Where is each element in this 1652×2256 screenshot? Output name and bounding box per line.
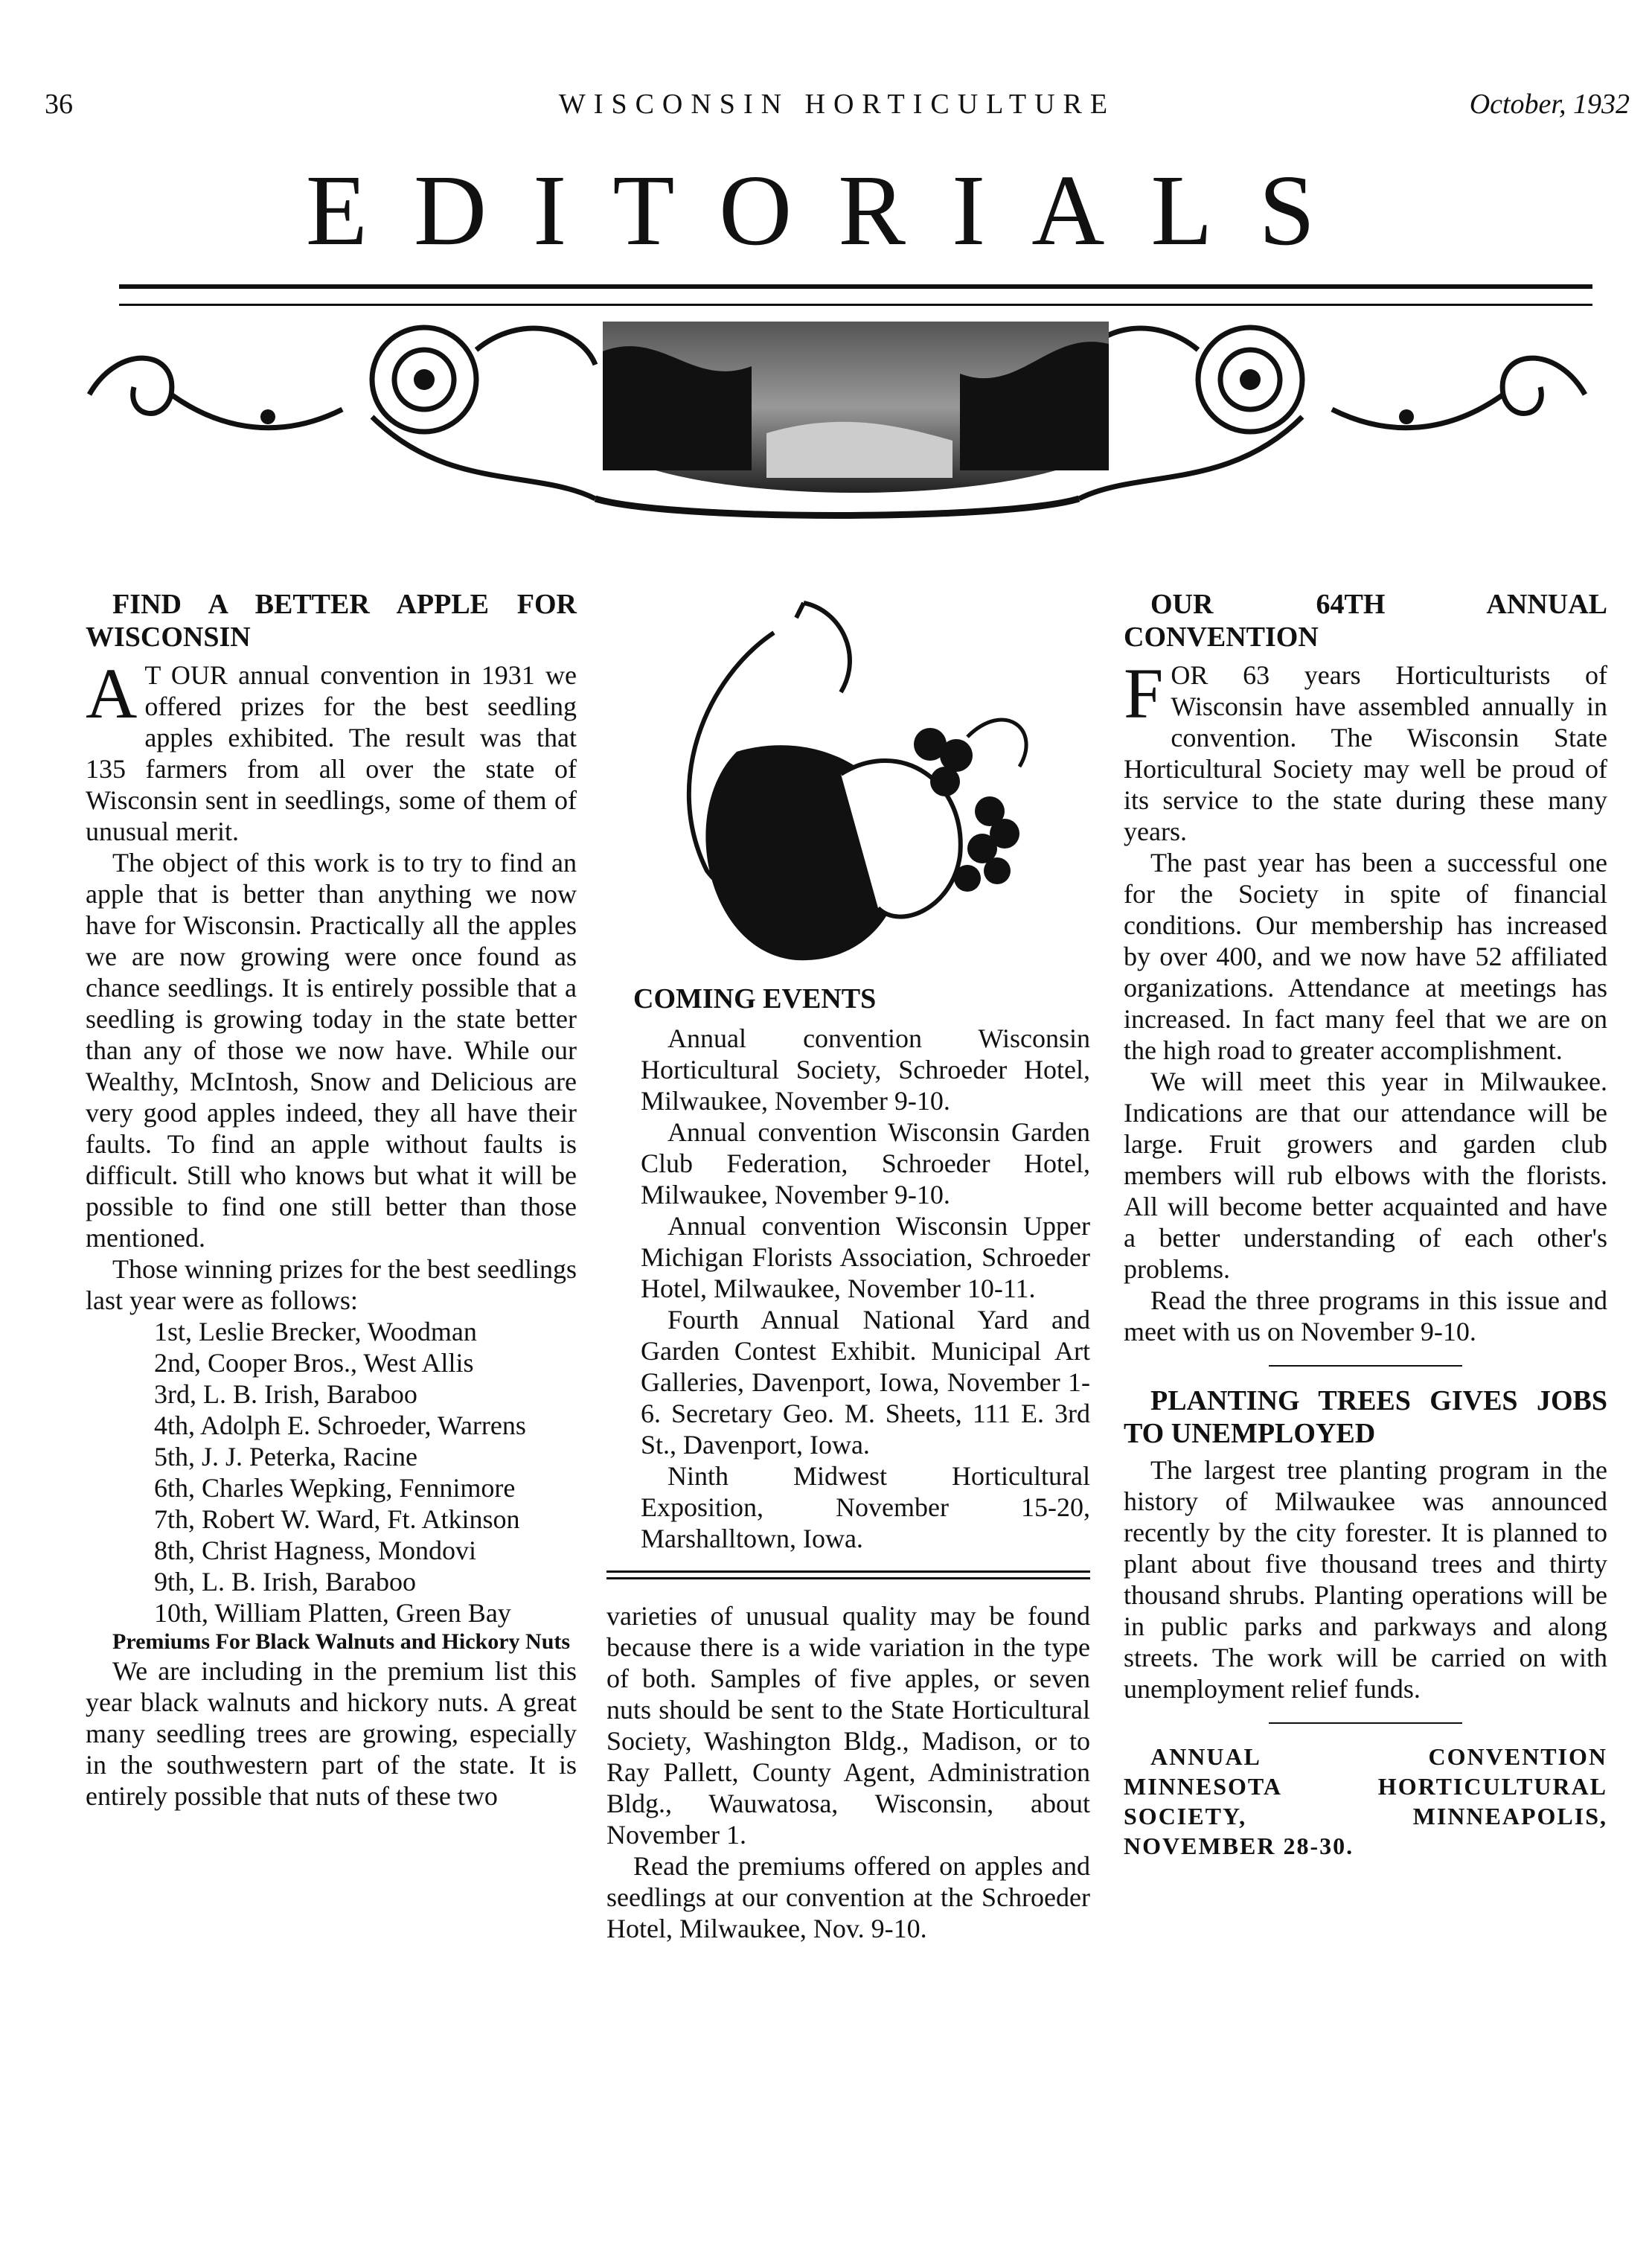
article-heading: PLANTING TREES GIVES JOBS TO UNEMPLOYED xyxy=(1124,1385,1607,1449)
winner-item: 9th, L. B. Irish, Baraboo xyxy=(154,1567,416,1597)
winner-item: 1st, Leslie Brecker, Woodman xyxy=(154,1317,477,1346)
divider xyxy=(1269,1722,1462,1724)
event-item: Ninth Midwest Horticultural Exposition, November 15-20, Marshalltown, Iowa. xyxy=(641,1461,1090,1553)
article-lead-paragraph xyxy=(1124,654,1607,847)
event-item: Annual convention Wisconsin Garden Club Federation, Schroeder Hotel, Milwaukee, November 9-10. xyxy=(641,1117,1090,1210)
events-list xyxy=(606,1023,1090,1554)
paragraph: We will meet this year in Milwaukee. Indications are that our attendance will be large. Fruit growers and garden club members will rub elbows with the florists. All will become better acquainted and have a better understanding of each other's problems. xyxy=(1124,1067,1607,1284)
right-column xyxy=(1124,588,1607,1861)
continued-paragraph: varieties of unusual quality may be found because there is a wide variation in the type of both. Samples of five apples, or seven nuts should be sent to the State Horticultural Society, Washington Bldg., Madison, or to Ray Pallett, County Agent, Administration Bldg., Wauwatosa, Wisconsin, about November 1. xyxy=(606,1601,1090,1850)
paragraph: Those winning prizes for the best seedlings last year were as follows: xyxy=(86,1254,577,1315)
paragraph: We are including in the premium list this year black walnuts and hickory nuts. A great many seedling trees are growing, especially in the southwestern part of the state. It is entirely possible that nuts of these two xyxy=(86,1656,577,1811)
winners-list xyxy=(86,1316,577,1629)
winner-item: 2nd, Cooper Bros., West Allis xyxy=(154,1348,474,1378)
lead-text: OR 63 years Horticulturists of Wisconsin have assembled annually in convention. The Wisconsin State Horticultural Society may well be proud of its service to the state during these many years. xyxy=(1124,660,1607,846)
event-item: Annual convention Wisconsin Horticultural Society, Schroeder Hotel, Milwaukee, November 9-10. xyxy=(641,1023,1090,1116)
middle-column xyxy=(606,982,1090,1944)
paragraph: The object of this work is to try to find an apple that is better than anything we now have for Wisconsin. Practically all the apples we are now growing were once found as chance seedlings. It is entirely possible that a seedling is growing today in the state better than any of those we now have. While our Wealthy, McIntosh, Snow and Delicious are very good apples indeed, they all have their faults. To find an apple without faults is difficult. Still who knows but what it will be possible to find one still better than those mentioned. xyxy=(86,848,577,1253)
article-heading: OUR 64TH ANNUAL CONVENTION xyxy=(1124,589,1607,653)
paragraph: The largest tree planting program in the history of Milwaukee was announced recently by the city forester. It is planned to plant about five thousand trees and thirty thousand shrubs. Planting operations will be in public parks and parkways and along streets. The work will be carried on with unemployment relief funds. xyxy=(1124,1455,1607,1704)
drop-cap: F xyxy=(1124,654,1164,733)
drop-cap: A xyxy=(86,654,138,733)
winner-item: 8th, Christ Hagness, Mondovi xyxy=(154,1536,477,1565)
winner-item: 5th, J. J. Peterka, Racine xyxy=(154,1442,417,1471)
winner-item: 3rd, L. B. Irish, Baraboo xyxy=(154,1379,417,1409)
running-head xyxy=(45,88,1630,132)
subheading: Premiums For Black Walnuts and Hickory Nuts xyxy=(112,1629,571,1654)
event-item: Fourth Annual National Yard and Garden Contest Exhibit. Municipal Art Galleries, Davenport, Iowa, November 1-6. Secretary Geo. M. Sheets, 111 E. 3rd St., Davenport, Iowa. xyxy=(641,1305,1090,1460)
fruit-illustration xyxy=(618,588,1064,968)
page-number: 36 xyxy=(45,89,73,120)
winner-item: 7th, Robert W. Ward, Ft. Atkinson xyxy=(154,1504,520,1534)
paragraph: Read the three programs in this issue and meet with us on November 9-10. xyxy=(1124,1285,1607,1346)
issue-date: October, 1932 xyxy=(1469,89,1630,120)
left-column xyxy=(86,588,577,1812)
section-title: EDITORIALS xyxy=(305,155,1362,266)
paragraph: The past year has been a successful one for the Society in spite of financial conditions. Our membership has increased by over 400, and we now have 52 affiliated organizations. Attendance at meetings has increased. In fact many feel that we are on the high road to greater accomplishment. xyxy=(1124,848,1607,1065)
divider xyxy=(1269,1365,1462,1367)
event-item: Annual convention Wisconsin Upper Michigan Florists Association, Schroeder Hotel, Milwaukee, November 10-11. xyxy=(641,1211,1090,1303)
winner-item: 10th, William Platten, Green Bay xyxy=(154,1598,511,1628)
winner-item: 6th, Charles Wepking, Fennimore xyxy=(154,1473,516,1503)
article-heading: FIND A BETTER APPLE FOR WISCONSIN xyxy=(86,589,577,653)
coming-events-heading: COMING EVENTS xyxy=(633,983,877,1014)
double-rule xyxy=(606,1570,1090,1579)
landscape-photo xyxy=(603,322,1109,508)
article-lead-paragraph xyxy=(86,654,577,847)
paragraph: Read the premiums offered on apples and seedlings at our convention at the Schroeder Hotel, Milwaukee, Nov. 9-10. xyxy=(606,1851,1090,1943)
winner-item: 4th, Adolph E. Schroeder, Warrens xyxy=(154,1410,526,1440)
lead-text: T OUR annual convention in 1931 we offered prizes for the best seedling apples exhibited. The result was that 135 farmers from all over the state of Wisconsin sent in seedlings, some of them of unusual merit. xyxy=(86,660,577,846)
journal-title: WISCONSIN HORTICULTURE xyxy=(558,89,1116,120)
convention-notice: ANNUAL CONVENTION MINNESOTA HORTICULTURAL SOCIETY, MINNEAPOLIS, NOVEMBER 28-30. xyxy=(1124,1743,1607,1859)
